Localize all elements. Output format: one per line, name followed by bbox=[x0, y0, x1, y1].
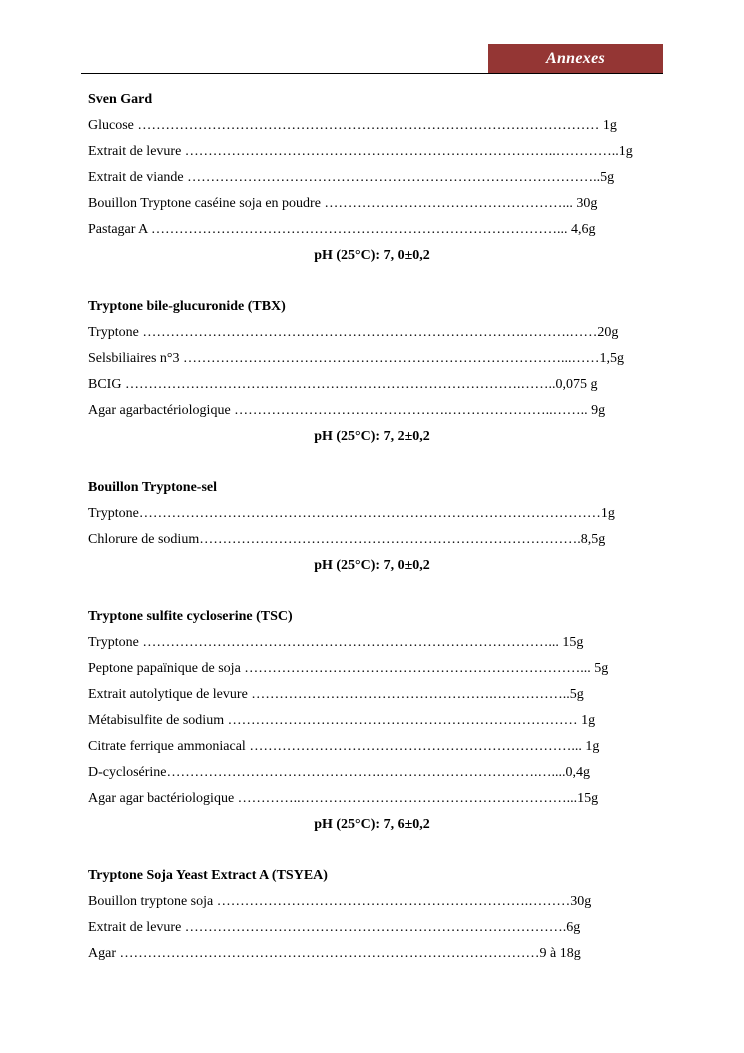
ingredient-row: Métabisulfite de sodium ………………………………………………………………… 1g bbox=[88, 713, 596, 728]
ingredient-row: BCIG ………………………………………………………………………….……..0,075 g bbox=[88, 377, 598, 392]
ingredient-row: Extrait de levure ……………………………………………………………………….6g bbox=[88, 920, 581, 935]
section-bouillon-tryptone-sel bbox=[88, 475, 648, 579]
header-rule bbox=[81, 73, 663, 74]
section-title: Sven Gard bbox=[88, 92, 153, 107]
ingredient-row: Glucose ……………………………………………………………………………………… 1g bbox=[88, 118, 617, 133]
ingredient-row: Extrait autolytique de levure …………………………………………….……………..5g bbox=[88, 687, 584, 702]
ingredient-row: Bouillon Tryptone caséine soja en poudre ……………………………………………... 30g bbox=[88, 196, 598, 211]
ingredient-row: Bouillon tryptone soja ………………………………………………………….………30g bbox=[88, 894, 592, 909]
ingredient-row: Agar agarbactériologique ……………………………………….…………………..…….. 9g bbox=[88, 403, 606, 418]
ingredient-row: Extrait de levure ……………………………………………………………………..…………..1g bbox=[88, 144, 633, 159]
section-tsc bbox=[88, 604, 648, 838]
ingredient-row: Tryptone ……………………………………………………………………….……….……20g bbox=[88, 325, 619, 340]
page-content bbox=[88, 87, 648, 992]
ph-value: pH (25°C): 7, 6±0,2 bbox=[314, 817, 430, 832]
ph-value: pH (25°C): 7, 2±0,2 bbox=[314, 429, 430, 444]
ph-value: pH (25°C): 7, 0±0,2 bbox=[314, 558, 430, 573]
section-tsyea bbox=[88, 863, 648, 967]
header-title: Annexes bbox=[546, 49, 605, 67]
ingredient-row: Peptone papaïnique de soja ………………………………………………………………... 5g bbox=[88, 661, 609, 676]
section-title: Tryptone bile-glucuronide (TBX) bbox=[88, 299, 286, 314]
ingredient-row: Selsbiliaires n°3 ………………………………………………………………………...……1,5g bbox=[88, 351, 625, 366]
ingredient-row: Citrate ferrique ammoniacal ……………………………………………………………... 1g bbox=[88, 739, 600, 754]
header-tab bbox=[488, 44, 663, 73]
ingredient-row: D-cyclosérine……………………………………….…………………………….…....0,4g bbox=[88, 765, 591, 780]
ingredient-row: Tryptone………………………………………………………………………………………1g bbox=[88, 506, 615, 521]
section-tbx bbox=[88, 294, 648, 450]
ingredient-row: Agar agar bactériologique …………..…………………………………………………...15g bbox=[88, 791, 599, 806]
ingredient-row: Tryptone ……………………………………………………………………………... 15g bbox=[88, 635, 584, 650]
section-title: Tryptone sulfite cycloserine (TSC) bbox=[88, 609, 293, 624]
ingredient-row: Pastagar A ……………………………………………………………………………... 4,6g bbox=[88, 222, 596, 237]
ingredient-row: Agar ………………………………………………………………………………9 à 18g bbox=[88, 946, 581, 961]
section-title: Tryptone Soja Yeast Extract A (TSYEA) bbox=[88, 868, 328, 883]
section-sven-gard bbox=[88, 87, 648, 269]
ph-value: pH (25°C): 7, 0±0,2 bbox=[314, 248, 430, 263]
ingredient-row: Extrait de viande ……………………………………………………………………………..5g bbox=[88, 170, 615, 185]
section-title: Bouillon Tryptone-sel bbox=[88, 480, 218, 495]
ingredient-row: Chlorure de sodium……………………………………………………………………….8,5g bbox=[88, 532, 606, 547]
